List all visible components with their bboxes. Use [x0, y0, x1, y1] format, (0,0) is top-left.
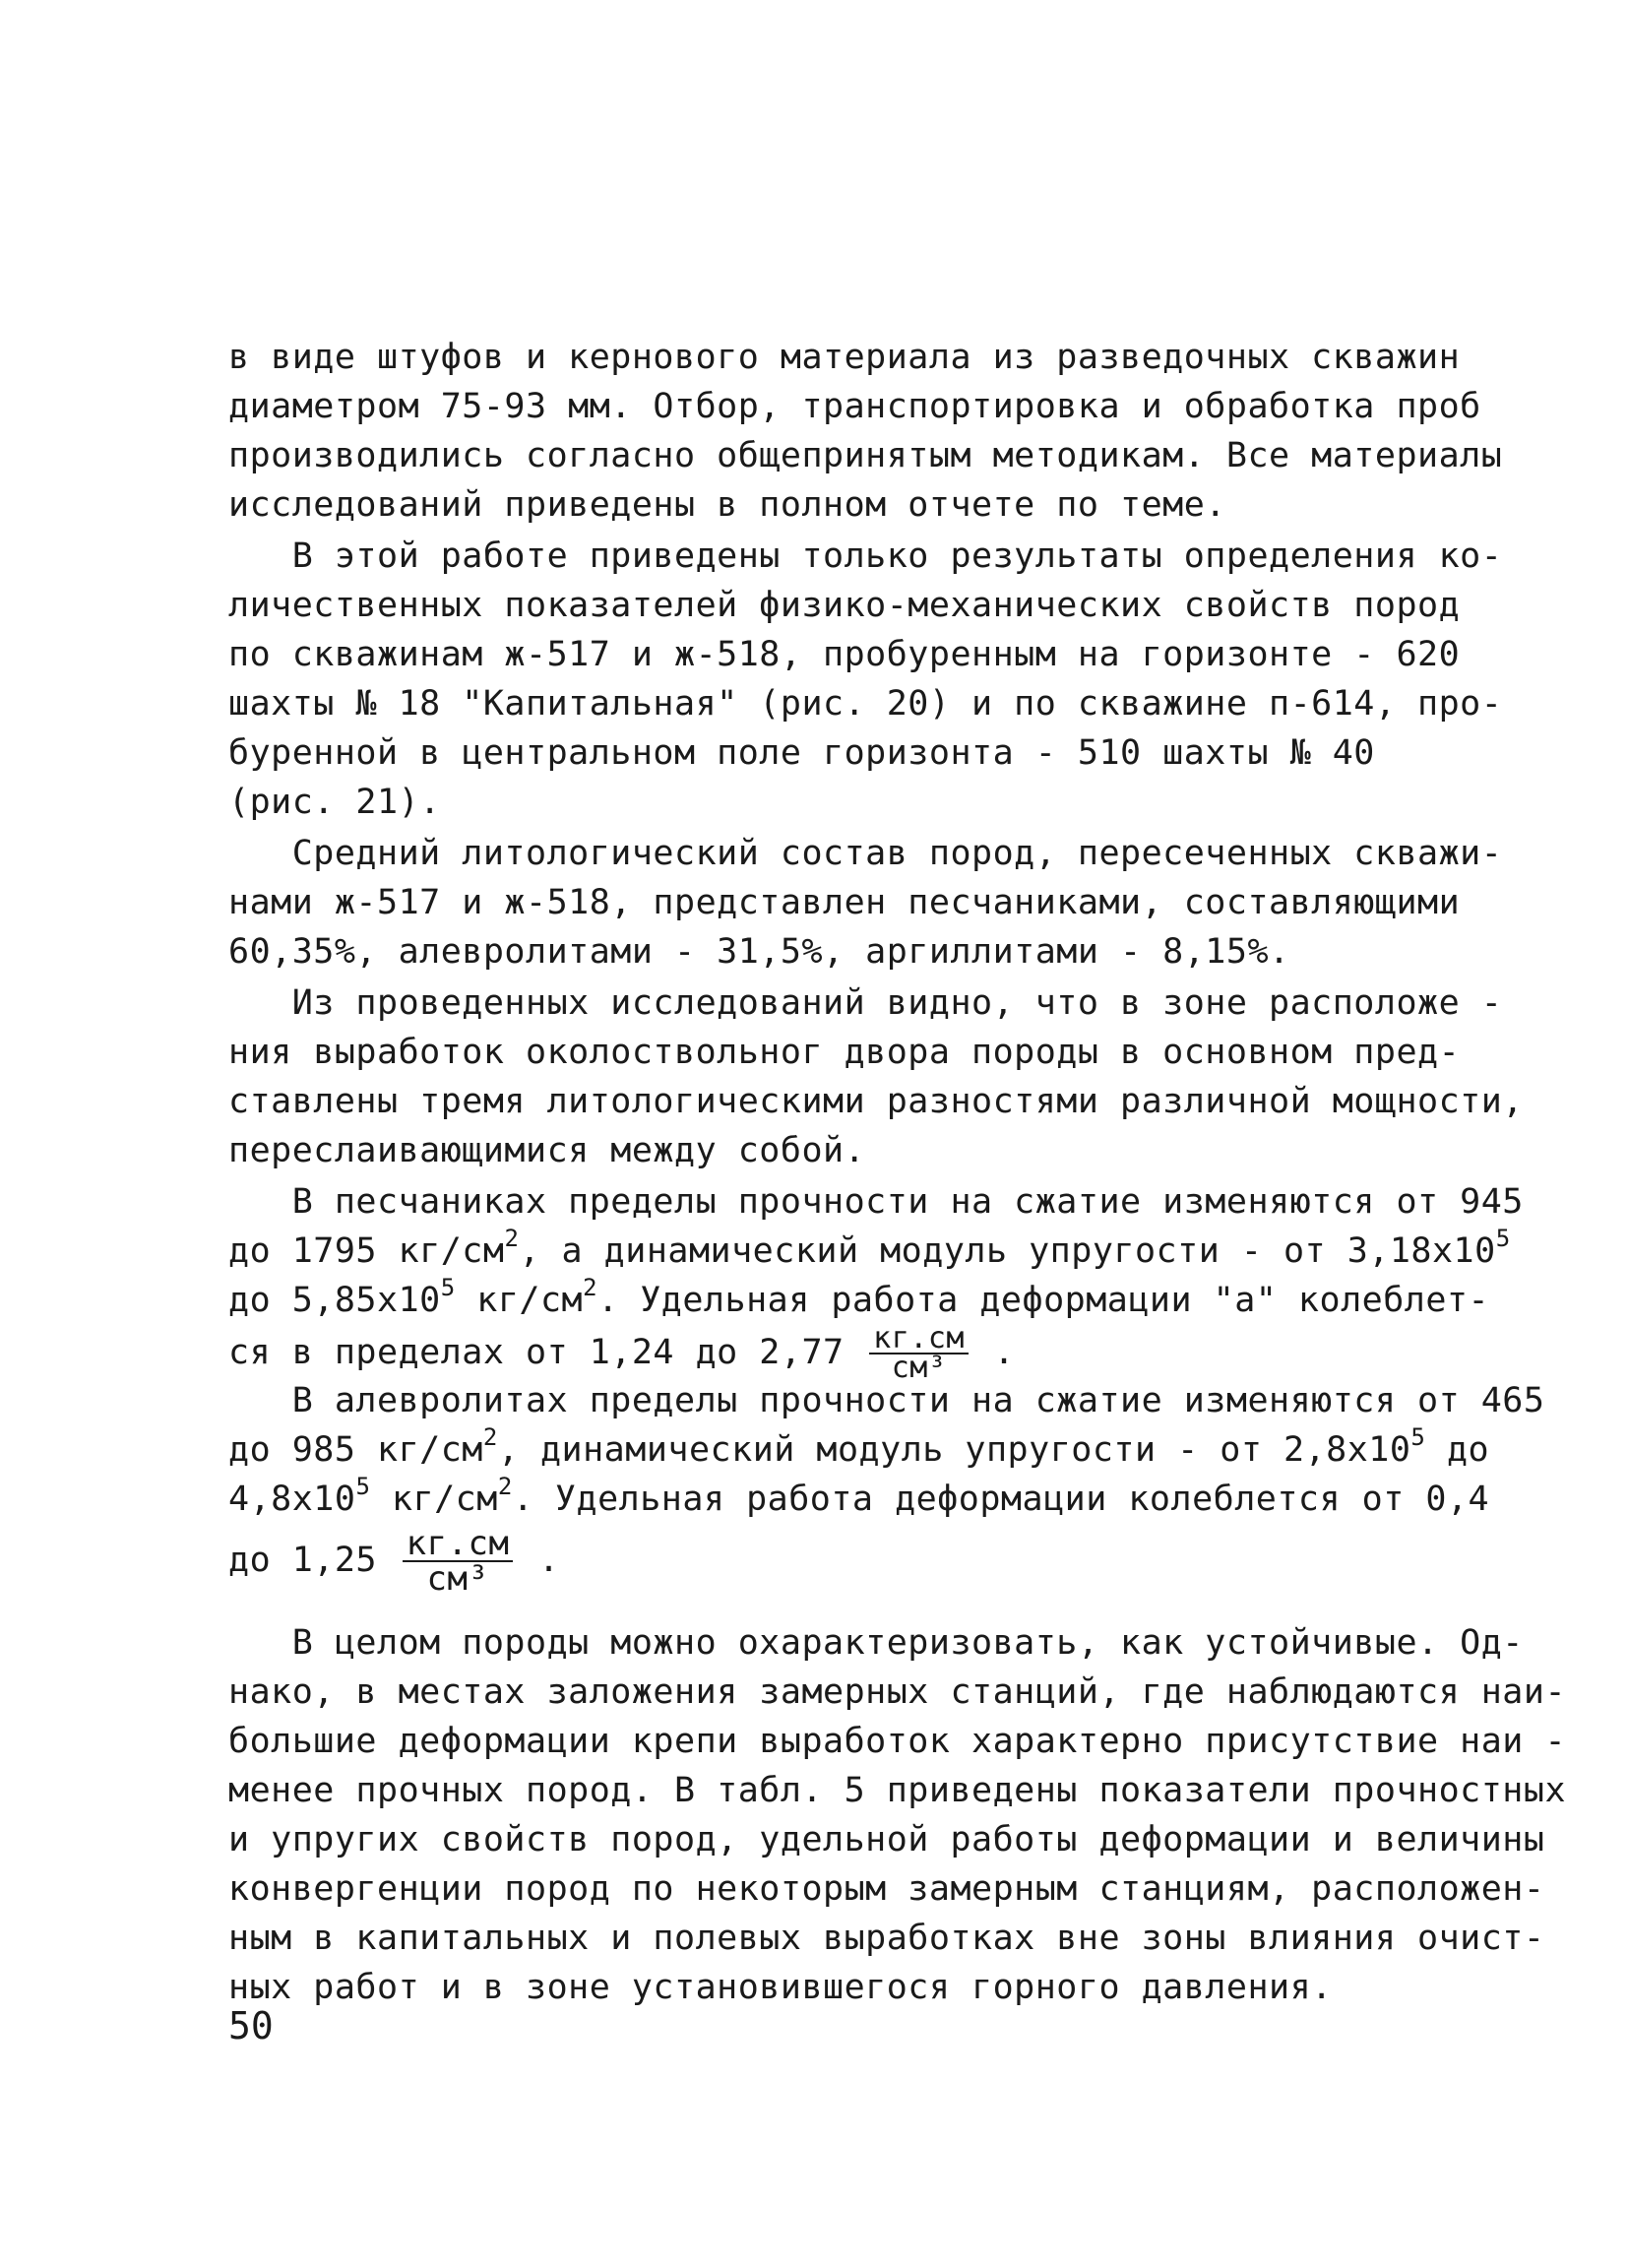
paragraph-7: [228, 1618, 1567, 2012]
text-span: ся в пределах от 1,24 до 2,77: [228, 1333, 866, 1372]
superscript: 2: [504, 1225, 520, 1252]
text-line: ставлены тремя литологическими разностями различной мощности,: [228, 1082, 1524, 1121]
text-span: . Удельная работа деформации колеблется от 0,4: [512, 1480, 1490, 1519]
text-line: ных работ и в зоне установившегося горного давления.: [228, 1968, 1333, 2007]
superscript: 5: [1410, 1423, 1426, 1451]
paragraph-5: [228, 1177, 1524, 1385]
text-line: [228, 1423, 1490, 1475]
text-line: менее прочных пород. В табл. 5 приведены показатели прочностных: [228, 1771, 1567, 1810]
text-line: ния выработок околоствольног двора породы в основном пред-: [228, 1033, 1461, 1072]
text-line: по скважинам ж-517 и ж-518, пробуренным на горизонте - 620: [228, 635, 1461, 674]
text-line: нами ж-517 и ж-518, представлен песчаниками, составляющими: [228, 883, 1461, 922]
paragraph-1: [228, 333, 1503, 530]
text-line: производились согласно общепринятым методикам. Все материалы: [228, 436, 1503, 475]
text-span: кг/см: [455, 1281, 584, 1320]
paragraph-3: [228, 829, 1503, 976]
text-span: , а динамический модуль упругости - от 3,18х10: [519, 1231, 1496, 1271]
text-span: кг/см: [370, 1480, 498, 1519]
text-line: Средний литологический состав пород, пересеченных скважи-: [228, 834, 1503, 873]
text-span: , динамический модуль упругости - от 2,8х10: [497, 1430, 1411, 1470]
text-line: В целом породы можно охарактеризовать, как устойчивые. Од-: [228, 1623, 1524, 1663]
text-line: В алевролитах пределы прочности на сжатие изменяются от 465: [228, 1381, 1545, 1420]
text-line: [228, 1321, 1459, 1385]
text-span: до 1,25: [228, 1541, 399, 1580]
unit-fraction: [403, 1524, 514, 1599]
text-line: большие деформации крепи выработок характерно присутствие наи -: [228, 1722, 1567, 1761]
fraction-numerator: кг.см: [403, 1527, 514, 1562]
unit-fraction: [869, 1321, 969, 1385]
page-number: 50: [228, 2004, 274, 2048]
text-line: В песчаниках пределы прочности на сжатие изменяются от 945: [228, 1182, 1524, 1222]
paragraph-4: [228, 978, 1524, 1175]
text-line: Из проведенных исследований видно, что в зоне расположе -: [228, 983, 1503, 1023]
page-body: [228, 333, 1567, 2012]
text-line: конвергенции пород по некоторым замерным станциям, расположен-: [228, 1869, 1545, 1909]
text-span: .: [517, 1541, 560, 1580]
text-span: . Удельная работа деформации "а" колеблет-: [597, 1281, 1490, 1320]
text-line: шахты № 18 "Капитальная" (рис. 20) и по скважине п-614, про-: [228, 684, 1503, 724]
fraction-denominator: см³: [891, 1351, 947, 1385]
superscript: 2: [482, 1423, 498, 1451]
superscript: 2: [497, 1473, 513, 1500]
text-line: и упругих свойств пород, удельной работы деформации и величины: [228, 1820, 1545, 1859]
text-line: [228, 1524, 1459, 1597]
text-span: до: [1425, 1430, 1490, 1470]
text-span: до 1795 кг/см: [228, 1231, 505, 1271]
superscript: 2: [583, 1274, 598, 1301]
superscript: 5: [1495, 1225, 1511, 1252]
text-line: исследований приведены в полном отчете по теме.: [228, 485, 1226, 525]
text-span: до 985 кг/см: [228, 1430, 483, 1470]
text-line: буренной в центральном поле горизонта - 510 шахты № 40: [228, 733, 1375, 773]
text-line: (рис. 21).: [228, 783, 441, 822]
fraction-numerator: кг.см: [869, 1325, 969, 1354]
text-line: В этой работе приведены только результаты определения ко-: [228, 536, 1503, 576]
superscript: 5: [440, 1274, 456, 1301]
text-line: [228, 1473, 1490, 1524]
text-span: до 5,85х10: [228, 1281, 441, 1320]
text-line: [228, 1225, 1511, 1276]
text-line: личественных показателей физико-механических свойств пород: [228, 586, 1461, 625]
text-span: .: [971, 1333, 1016, 1372]
text-line: диаметром 75-93 мм. Отбор, транспортировка и обработка проб: [228, 387, 1481, 426]
text-line: переслаивающимися между собой.: [228, 1131, 866, 1170]
paragraph-2: [228, 532, 1503, 827]
text-line: ным в капитальных и полевых выработках вне зоны влияния очист-: [228, 1919, 1545, 1958]
paragraph-6: [228, 1376, 1545, 1599]
superscript: 5: [355, 1473, 371, 1500]
text-line: в виде штуфов и кернового материала из разведочных скважин: [228, 338, 1461, 377]
fraction-denominator: см³: [426, 1559, 489, 1599]
text-span: 4,8х10: [228, 1480, 356, 1519]
text-line: нако, в местах заложения замерных станций, где наблюдаются наи-: [228, 1672, 1567, 1712]
text-line: 60,35%, алевролитами - 31,5%, аргиллитами - 8,15%.: [228, 932, 1290, 972]
text-line: [228, 1274, 1490, 1325]
